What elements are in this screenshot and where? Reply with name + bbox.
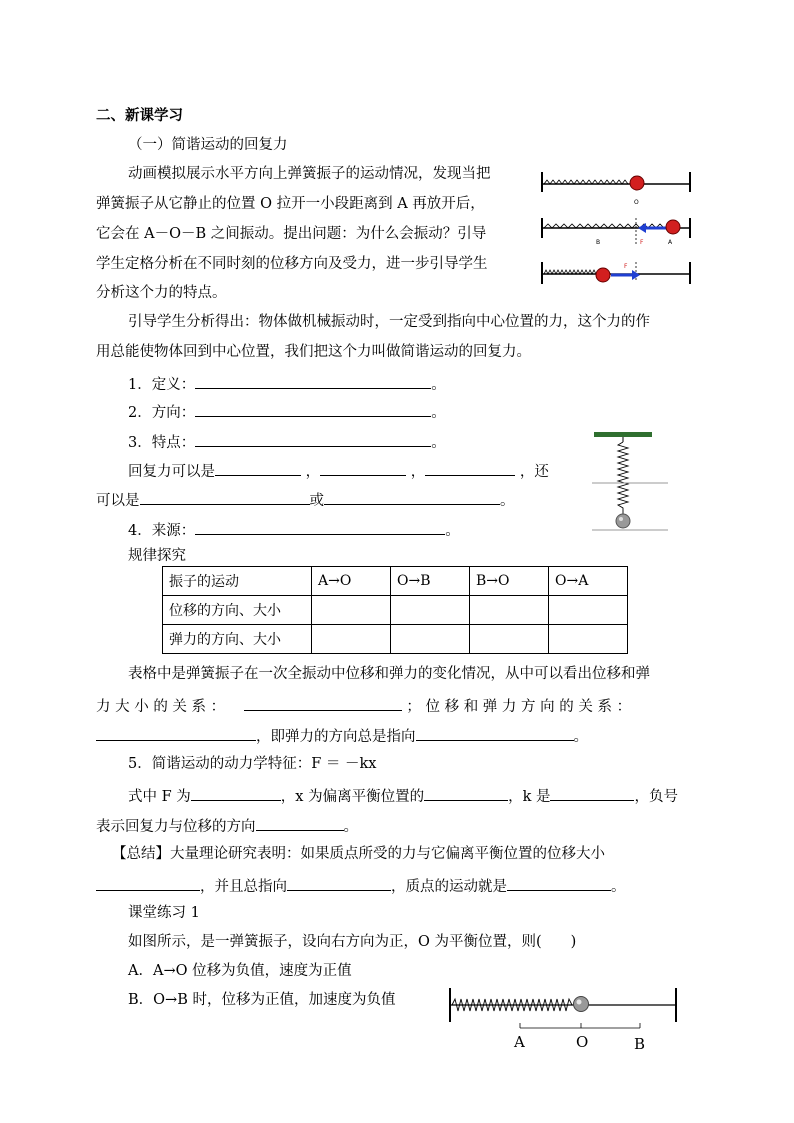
restoring-label: 回复力可以是 — [128, 464, 215, 480]
feature-label: 3．特点： — [128, 435, 196, 451]
dyn-1d: ，负号 — [634, 789, 678, 805]
section-title: 二、新课学习 — [96, 107, 183, 124]
direction-blank[interactable] — [195, 400, 431, 417]
restoring-blank-5[interactable] — [324, 488, 500, 505]
option-a[interactable]: A．A→O 位移为负值，速度为正值 — [128, 963, 352, 979]
vertical-spring-figure — [588, 430, 672, 534]
oscillator-compressed — [542, 262, 690, 284]
table-cell[interactable] — [470, 596, 549, 625]
ball — [630, 176, 644, 190]
analysis-line-1: 表格中是弹簧振子在一次全振动中位移和弹力的变化情况，从中可以看出位移和弹 — [128, 666, 650, 682]
restoring-blank-4[interactable] — [140, 488, 310, 505]
definition-period: 。 — [431, 377, 446, 393]
intro-line-5: 分析这个力的特点。 — [96, 285, 227, 301]
row-label-force: 弹力的方向、大小 — [163, 625, 312, 654]
analysis-line-3 — [96, 724, 588, 747]
source-label: 4．来源： — [128, 523, 196, 539]
item-source — [128, 518, 460, 541]
label-f2: F — [624, 263, 628, 270]
can-also-label: 可以是 — [96, 493, 140, 509]
feature-period: 。 — [431, 435, 446, 451]
option-b[interactable]: B．O→B 时，位移为正值，加速度为负值 — [128, 992, 396, 1008]
table-cell[interactable] — [312, 625, 391, 654]
motion-type-blank[interactable] — [507, 874, 611, 891]
comma-2: ， — [410, 464, 426, 480]
also-label: ，还 — [519, 464, 549, 480]
analysis-3a: ，即弹力的方向总是指向 — [256, 729, 416, 745]
practice-spring-figure — [444, 986, 684, 1052]
header-motion: 振子的运动 — [163, 567, 312, 596]
label-o: O — [634, 199, 639, 206]
sign-blank[interactable] — [256, 814, 344, 831]
sum-2a: ，并且总指向 — [200, 879, 287, 895]
proportional-blank[interactable] — [96, 874, 200, 891]
x-blank[interactable] — [424, 784, 508, 801]
spring — [618, 442, 628, 514]
label-a: A — [668, 239, 673, 246]
dynamics-heading: 5．简谐运动的动力学特征：F ＝ －kx — [128, 756, 377, 772]
f-blank[interactable] — [191, 784, 281, 801]
label-b: B — [596, 239, 601, 246]
table-cell[interactable] — [549, 625, 628, 654]
table-cell[interactable] — [549, 596, 628, 625]
item-direction — [128, 400, 446, 423]
dyn-2a: 表示回复力与位移的方向 — [96, 819, 256, 835]
restoring-line-1 — [128, 459, 549, 482]
analysis-2a: 力 大 小 的 关 系 ： — [96, 699, 226, 715]
sum-2b: ，质点的运动就是 — [391, 879, 507, 895]
header-o-b: O→B — [391, 567, 470, 596]
source-period: 。 — [445, 523, 460, 539]
restoring-blank-1[interactable] — [215, 459, 301, 476]
direction-label: 2．方向： — [128, 405, 196, 421]
header-b-o: B→O — [470, 567, 549, 596]
summary-line-1: 【总结】大量理论研究表明：如果质点所受的力与它偏离平衡位置的位移大小 — [112, 846, 605, 862]
analysis-3b: 。 — [573, 729, 588, 745]
definition-label: 1．定义： — [128, 377, 196, 393]
grey-ball — [574, 997, 589, 1012]
restoring-line-2 — [96, 488, 515, 511]
oscillator-stretched — [542, 218, 690, 246]
table-cell[interactable] — [312, 596, 391, 625]
restoring-blank-3[interactable] — [425, 459, 515, 476]
label-o: O — [576, 1033, 589, 1051]
comma-1: ， — [305, 464, 321, 480]
intro-line-1: 动画模拟展示水平方向上弹簧振子的运动情况，发现当把 — [128, 166, 491, 182]
header-a-o: A→O — [312, 567, 391, 596]
magnitude-relation-blank[interactable] — [244, 694, 402, 711]
guide-line-1: 引导学生分析得出：物体做机械振动时，一定受到指向中心位置的力，这个力的作 — [128, 314, 650, 330]
spring-oscillator-figure — [536, 164, 696, 290]
practice-question: 如图所示，是一弹簧振子，设向右方向为正，O 为平衡位置，则( ) — [128, 934, 577, 950]
label-b: B — [634, 1035, 646, 1052]
definition-blank[interactable] — [195, 372, 431, 389]
ceiling — [594, 432, 652, 437]
restoring-period: 。 — [500, 493, 515, 509]
rules-table — [162, 566, 628, 654]
dyn-1a: 式中 F 为 — [128, 789, 191, 805]
label-f: F — [640, 239, 644, 246]
guide-line-2: 用总能使物体回到中心位置，我们把这个力叫做简谐运动的回复力。 — [96, 344, 531, 360]
intro-line-2: 弹簧振子从它静止的位置 O 拉开一小段距离到 A 再放开后， — [96, 196, 485, 212]
dyn-2b: 。 — [343, 819, 358, 835]
ball — [666, 220, 680, 234]
toward-blank[interactable] — [287, 874, 391, 891]
row-label-displacement: 位移的方向、大小 — [163, 596, 312, 625]
or-label: 或 — [309, 493, 324, 509]
table-cell[interactable] — [470, 625, 549, 654]
feature-blank[interactable] — [195, 430, 431, 447]
header-o-a: O→A — [549, 567, 628, 596]
table-row — [163, 596, 628, 625]
dyn-1b: ，x 为偏离平衡位置的 — [280, 789, 425, 805]
item-feature — [128, 430, 446, 453]
dyn-1c: ，k 是 — [508, 789, 551, 805]
table-cell[interactable] — [391, 625, 470, 654]
direction-period: 。 — [431, 405, 446, 421]
intro-line-3: 它会在 A－O－B 之间振动。提出问题：为什么会振动？引导 — [96, 226, 487, 242]
analysis-line-2 — [96, 694, 631, 717]
table-header-row — [163, 567, 628, 596]
sum-2c: 。 — [611, 879, 626, 895]
intro-line-4: 学生定格分析在不同时刻的位移方向及受力，进一步引导学生 — [96, 256, 488, 272]
analysis-2b: ； 位 移 和 弹 力 方 向 的 关 系 ： — [406, 699, 632, 715]
dynamics-line-1 — [128, 784, 678, 807]
summary-line-2 — [96, 874, 626, 897]
practice-title: 课堂练习 1 — [128, 905, 200, 921]
label-a: A — [514, 1033, 525, 1051]
dynamics-line-2 — [96, 814, 358, 837]
restoring-blank-2[interactable] — [320, 459, 406, 476]
source-blank[interactable] — [195, 518, 445, 535]
table-row — [163, 625, 628, 654]
k-blank[interactable] — [550, 784, 634, 801]
subsection-title: （一）简谐运动的回复力 — [128, 137, 288, 153]
rules-title: 规律探究 — [128, 548, 186, 564]
oscillator-rest — [542, 172, 690, 206]
table-cell[interactable] — [391, 596, 470, 625]
points-to-blank[interactable] — [416, 724, 574, 741]
direction-relation-blank[interactable] — [96, 724, 256, 741]
item-definition — [128, 372, 446, 395]
grey-ball — [616, 514, 630, 528]
ball — [596, 268, 610, 282]
